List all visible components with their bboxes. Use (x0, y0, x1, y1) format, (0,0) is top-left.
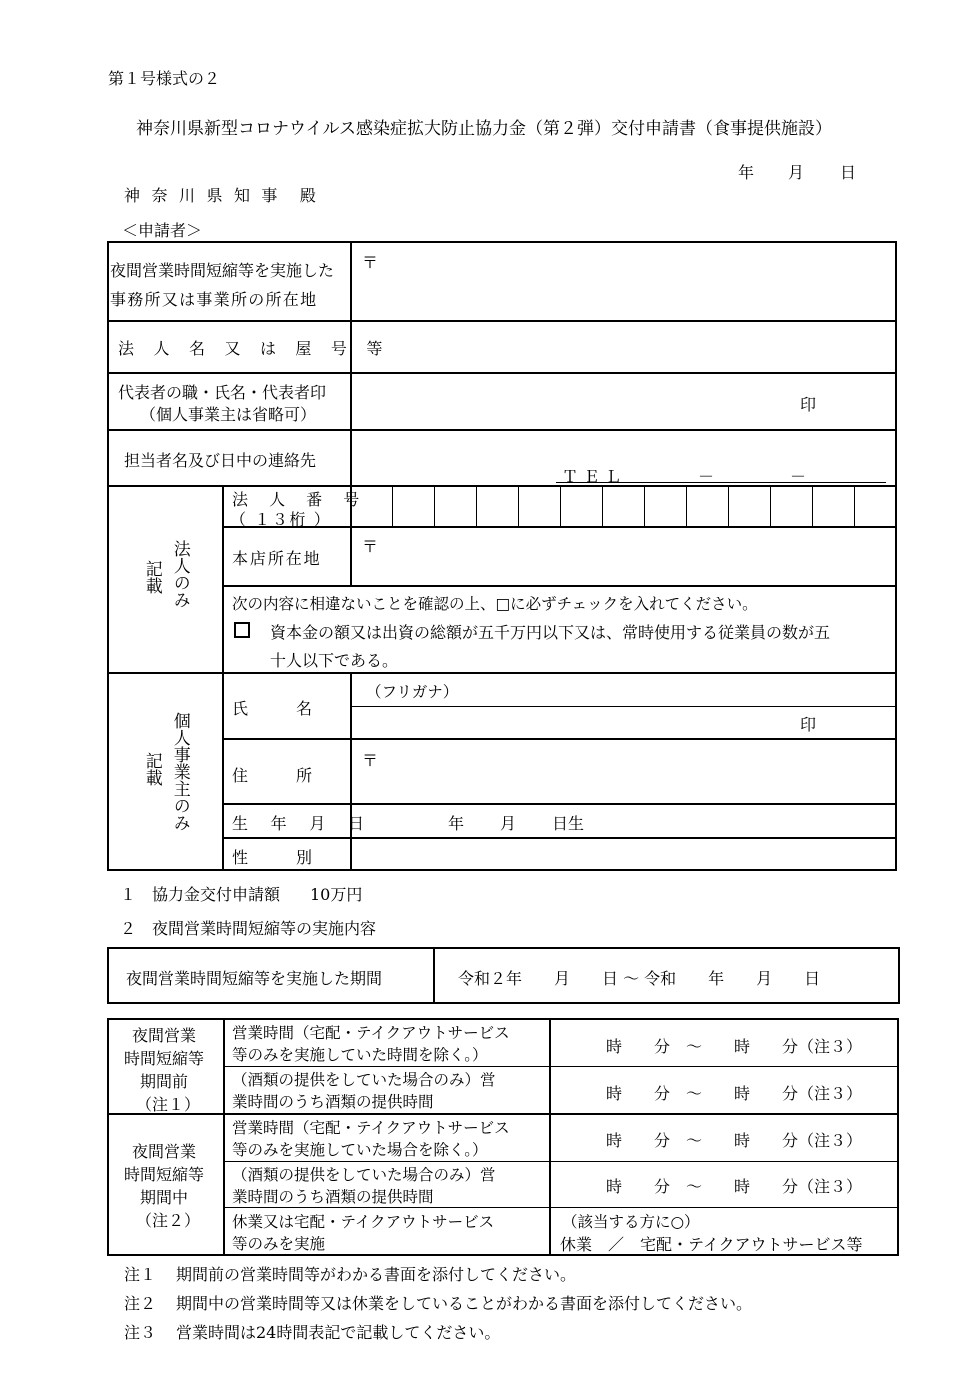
closure-options[interactable]: 休業 ／ 宅配・テイクアウトサービス等 (560, 1235, 863, 1254)
before-label-1: 夜間営業 (132, 1026, 197, 1045)
corp-name-field[interactable] (352, 322, 896, 372)
page-title: 神奈川県新型コロナウイルス感染症拡大防止協力金（第２弾）交付申請書（食事提供施設） (136, 119, 832, 139)
note-text: 期間前の営業時間等がわかる書面を添付してください。 (176, 1265, 577, 1284)
location-label-1: 夜間営業時間短縮等を実施した (110, 261, 335, 280)
hours-row-desc: 業時間のうち酒類の提供時間 (232, 1188, 434, 1206)
individual-seal-mark: 印 (800, 715, 817, 734)
section1-number: １ (120, 885, 137, 904)
hours-row-desc: 等のみを実施していた場合を除く。） (232, 1141, 488, 1159)
hq-postal-mark: 〒 (362, 537, 379, 556)
date-day: 日 (840, 163, 857, 182)
name-label: 氏 名 (232, 699, 313, 718)
check-instruction: 次の内容に相違ないことを確認の上、□に必ずチェックを入れてください。 (232, 595, 758, 613)
hours-row-desc: 等のみを実施 (232, 1235, 326, 1253)
individual-name-field[interactable] (352, 708, 792, 738)
hq-label: 本店所在地 (232, 549, 322, 568)
birth-year: 年 (448, 814, 465, 833)
tel-dash-2: － (790, 467, 807, 486)
hours-row-desc: （酒類の提供をしていた場合のみ）営 (232, 1071, 496, 1089)
corp-only-label: 法人のみ (169, 540, 190, 608)
location-field[interactable] (352, 270, 896, 320)
check-item-1: 資本金の額又は出資の総額が五千万円以下又は、常時使用する従業員の数が五 (270, 623, 831, 642)
hours-row-value[interactable]: 時 分 ～ 時 分（注３） (606, 1131, 863, 1150)
individual-only-label: 個人事業主のみ (169, 712, 190, 831)
birth-day: 日生 (552, 814, 585, 833)
postal-mark: 〒 (362, 253, 379, 272)
individual-only-label-b: 記載 (141, 752, 162, 786)
during-label-4: （注２） (136, 1211, 201, 1230)
section1-label: 協力金交付申請額 (152, 885, 281, 904)
hours-row-desc: 営業時間（宅配・テイクアウトサービス (232, 1119, 510, 1137)
applicant-heading: ＜申請者＞ (122, 221, 203, 240)
check-item-2: 十人以下である。 (270, 651, 399, 670)
during-label-2: 時間短縮等 (124, 1165, 205, 1184)
contact-label: 担当者名及び日中の連絡先 (124, 451, 317, 470)
hours-row-value[interactable]: 時 分 ～ 時 分（注３） (606, 1084, 863, 1103)
closure-instruction: （該当する方に○） (562, 1213, 700, 1231)
birth-label: 生 年 月 日 (232, 814, 373, 833)
seal-mark: 印 (800, 395, 817, 414)
date-month: 月 (788, 163, 805, 182)
during-label-1: 夜間営業 (132, 1142, 197, 1161)
hq-field[interactable] (352, 555, 896, 585)
note-text: 期間中の営業時間等又は休業をしていることがわかる書面を添付してください。 (176, 1294, 753, 1313)
contact-field[interactable] (352, 431, 896, 461)
corp-number-label-1: 法 人 番 号 (232, 490, 368, 509)
hours-row-desc: 等のみを実施していた時間を除く。） (232, 1046, 488, 1064)
hours-row-desc: 業時間のうち酒類の提供時間 (232, 1093, 434, 1111)
rep-label-2: （個人事業主は省略可） (140, 405, 317, 424)
address-label: 住 所 (232, 766, 313, 785)
hours-row-value[interactable]: 時 分 ～ 時 分（注３） (606, 1037, 863, 1056)
sex-label: 性 別 (232, 848, 313, 867)
note-label: 注３ (124, 1323, 157, 1342)
confirm-checkbox[interactable] (234, 622, 250, 638)
section1-amount: 10万円 (310, 885, 363, 904)
hours-row-desc: 営業時間（宅配・テイクアウトサービス (232, 1024, 510, 1042)
hours-row-value[interactable]: 時 分 ～ 時 分（注３） (606, 1177, 863, 1196)
before-label-3: 期間前 (140, 1072, 189, 1091)
corp-only-label-b: 記載 (141, 560, 162, 594)
section2-number: ２ (120, 919, 137, 938)
form-number: 第１号様式の２ (108, 69, 221, 88)
note-label: 注２ (124, 1294, 157, 1313)
tel-dash-1: － (698, 467, 715, 486)
hours-row-desc: 休業又は宅配・テイクアウトサービス (232, 1213, 495, 1231)
corp-number-field[interactable] (351, 486, 896, 526)
note-text: 営業時間は24時間表記で記載してください。 (176, 1323, 501, 1342)
date-year: 年 (738, 163, 755, 182)
birth-month: 月 (500, 814, 517, 833)
before-label-4: （注１） (136, 1095, 201, 1114)
location-label-2: 事務所又は事業所の所在地 (110, 290, 318, 309)
corp-name-label: 法 人 名 又 は 屋 号 等 (118, 339, 390, 358)
before-label-2: 時間短縮等 (124, 1049, 205, 1068)
note-label: 注１ (124, 1265, 157, 1284)
section2-label: 夜間営業時間短縮等の実施内容 (152, 919, 377, 938)
addressee: 神 奈 川 県 知 事 殿 (124, 186, 320, 205)
rep-label-1: 代表者の職・氏名・代表者印 (118, 383, 327, 402)
during-label-3: 期間中 (140, 1188, 189, 1207)
representative-field[interactable] (352, 374, 792, 429)
period-value: 令和２年 月 日 ～ 令和 年 月 日 (458, 969, 821, 988)
individual-address-field[interactable] (352, 768, 896, 803)
individual-postal-mark: 〒 (362, 751, 379, 770)
sex-field[interactable] (352, 839, 896, 869)
furigana-label: （フリガナ） (366, 683, 459, 701)
hours-row-desc: （酒類の提供をしていた場合のみ）営 (232, 1166, 496, 1184)
tel-label: ＴＥＬ (562, 467, 627, 486)
period-label: 夜間営業時間短縮等を実施した期間 (126, 969, 383, 988)
corp-number-label-2: （ １３桁 ） (230, 510, 332, 529)
